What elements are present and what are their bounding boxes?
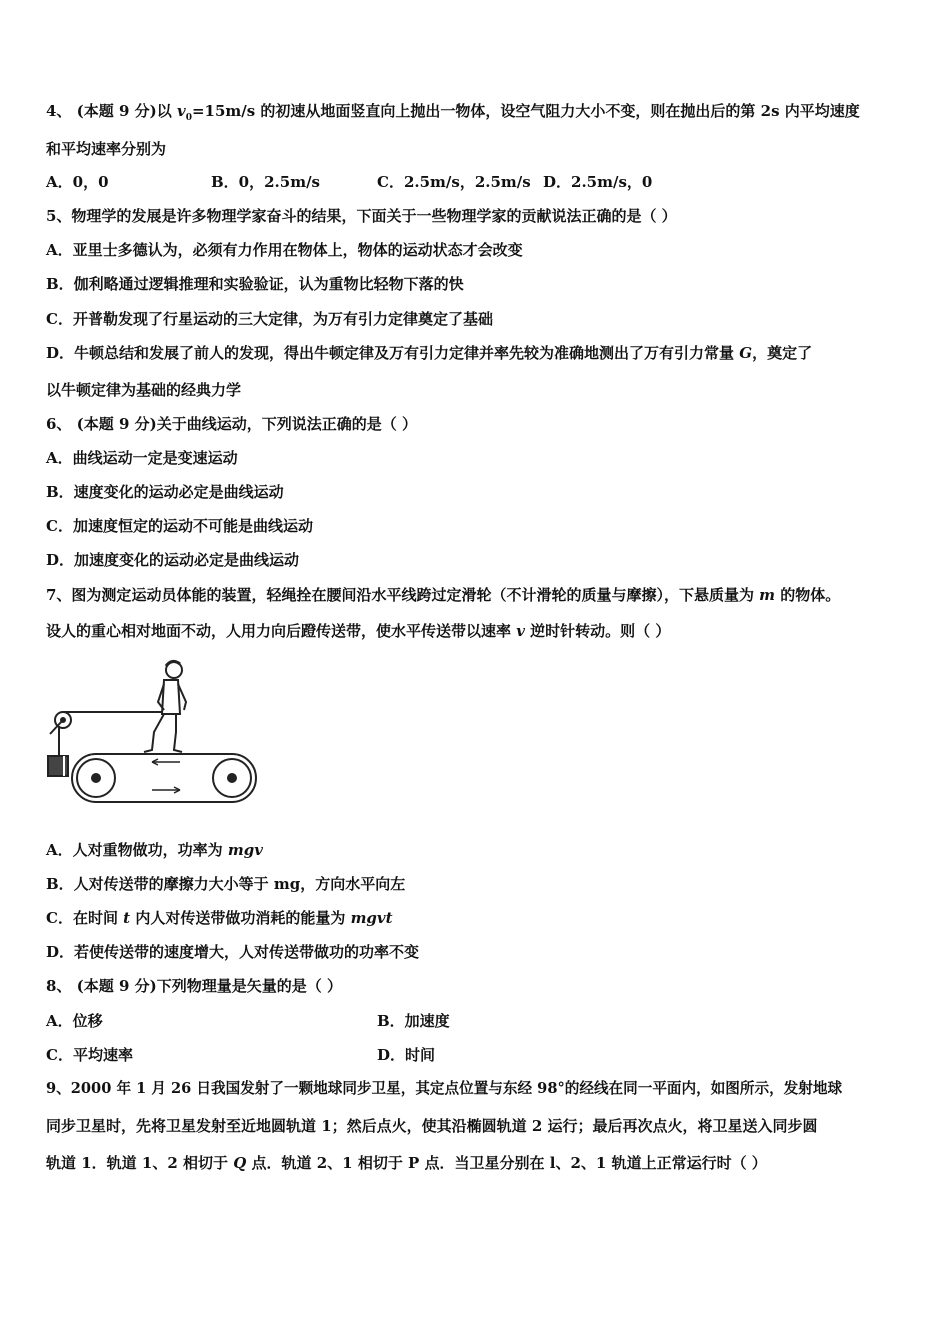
- q7-line2-pre: 设人的重心相对地面不动，人用力向后蹬传送带，使水平传送带以速率: [46, 622, 517, 640]
- q8-option-c: C．平均速率: [46, 1046, 133, 1064]
- q9-line3-pre: 轨道 1．轨道 1、2 相切于: [46, 1154, 234, 1172]
- q8-option-d: D．时间: [377, 1046, 436, 1064]
- q9-line3-q: Q: [233, 1154, 247, 1172]
- q6-stem: 6、 (本题 9 分)关于曲线运动，下列说法正确的是（ ）: [46, 415, 417, 433]
- q5-option-d-pre: D．牛顿总结和发展了前人的发现，得出牛顿定律及万有引力定律并率先较为准确地测出了万有引力常量: [46, 344, 740, 362]
- q5-option-a: A．亚里士多德认为，必须有力作用在物体上，物体的运动状态才会改变: [46, 241, 523, 259]
- q7-option-a-pre: A．人对重物做功，功率为: [46, 841, 228, 859]
- q7-stem-pre: 7、图为测定运动员体能的装置，轻绳拴在腰间沿水平线跨过定滑轮（不计滑轮的质量与摩擦），下悬质量为: [46, 586, 760, 604]
- q4-stem-line1: [46, 101, 860, 128]
- q7-option-c-mid: 内人对传送带做功消耗的能量为: [130, 909, 351, 927]
- q7-stem-line1: [46, 585, 840, 605]
- q4-v-symbol: v: [176, 102, 186, 120]
- right-roller-axle: [228, 774, 236, 782]
- q4-stem-rest: =15m/s 的初速从地面竖直向上抛出一物体，设空气阻力大小不变，则在抛出后的第 2s 内平均速度: [191, 102, 860, 120]
- q7-line2-v: v: [516, 622, 525, 640]
- q9-line1: 9、2000 年 1 月 26 日我国发射了一颗地球同步卫星，其定点位置与东经 98°的经线在同一平面内，如图所示，发射地球: [46, 1080, 843, 1097]
- q8-option-b: B．加速度: [377, 1012, 450, 1030]
- q5-option-b: B．伽利略通过逻辑推理和实验验证，认为重物比轻物下落的快: [46, 275, 464, 293]
- q5-option-d: [46, 343, 812, 363]
- q7-line2-post: 逆时针转动。则（ ）: [524, 622, 671, 640]
- q6-option-a: A．曲线运动一定是变速运动: [46, 449, 238, 467]
- treadmill-pulley-figure: [40, 650, 260, 810]
- runner-figure: [144, 661, 186, 752]
- q7-option-c: [46, 908, 393, 928]
- q5-option-d-g: G: [739, 344, 753, 362]
- q9-line3-post: 点．轨道 2、1 相切于 P 点．当卫星分别在 l、2、1 轨道上正常运行时（ ）: [246, 1154, 767, 1172]
- q7-option-a-formula: mgv: [227, 841, 263, 859]
- q6-option-b: B．速度变化的运动必定是曲线运动: [46, 483, 284, 501]
- runner-torso: [162, 680, 180, 714]
- q5-stem: 5、物理学的发展是许多物理学家奋斗的结果，下面关于一些物理学家的贡献说法正确的是（ ）: [46, 207, 677, 225]
- q5-option-d-line2: 以牛顿定律为基础的经典力学: [46, 381, 242, 399]
- q7-stem-post: 的物体。: [775, 586, 841, 604]
- q4-option-d: D．2.5m/s，0: [543, 173, 653, 191]
- q4-option-c: C．2.5m/s，2.5m/s: [377, 173, 531, 191]
- q5-option-c: C．开普勒发现了行星运动的三大定律，为万有引力定律奠定了基础: [46, 310, 493, 328]
- runner-hair: [166, 661, 180, 666]
- q7-option-b: B．人对传送带的摩擦力大小等于 mg，方向水平向左: [46, 875, 406, 893]
- q9-line2: 同步卫星时，先将卫星发射至近地圆轨道 1；然后点火，使其沿椭圆轨道 2 运行；最后再次点火，将卫星送入同步圆: [46, 1117, 818, 1135]
- q7-option-c-formula: mgvt: [350, 909, 393, 927]
- runner-leg-front: [174, 714, 182, 752]
- q7-option-d: D．若使传送带的速度增大，人对传送带做功的功率不变: [46, 943, 420, 961]
- q7-stem-m: m: [759, 586, 776, 604]
- q6-option-d: D．加速度变化的运动必定是曲线运动: [46, 551, 300, 569]
- q4-option-b: B．0，2.5m/s: [211, 173, 321, 191]
- runner-leg-back: [144, 714, 164, 752]
- q7-option-c-t: t: [123, 909, 131, 927]
- q4-option-a: A．0，0: [46, 173, 109, 191]
- q8-stem: 8、 (本题 9 分)下列物理量是矢量的是（ ）: [46, 977, 342, 995]
- q5-option-d-post: ，奠定了: [752, 344, 813, 362]
- q7-option-c-pre: C．在时间: [46, 909, 124, 927]
- q4-v-subscript: 0: [185, 113, 192, 123]
- q7-stem-line2: [46, 621, 670, 641]
- left-roller-axle: [92, 774, 100, 782]
- q6-option-c: C．加速度恒定的运动不可能是曲线运动: [46, 517, 313, 535]
- q4-stem-line2: 和平均速率分别为: [46, 140, 167, 158]
- q7-option-a: [46, 840, 263, 860]
- q9-line3: [46, 1153, 767, 1173]
- q8-option-a: A．位移: [46, 1012, 103, 1030]
- q4-stem-prefix: 4、 (本题 9 分)以: [46, 102, 177, 120]
